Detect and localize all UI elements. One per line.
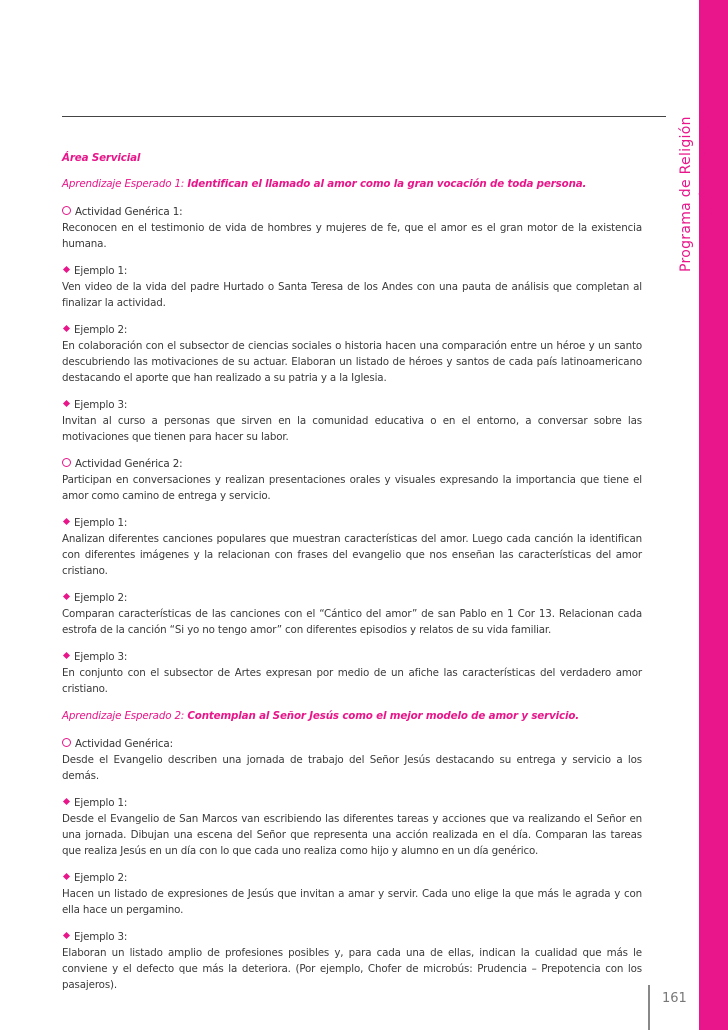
actividad-3-ejemplo-2 xyxy=(62,870,642,918)
page-number: 161 xyxy=(662,991,687,1006)
actividad-1-ejemplo-1 xyxy=(62,263,642,311)
actividad-3-ejemplo-1 xyxy=(62,795,642,859)
top-rule xyxy=(62,116,666,117)
actividad-3 xyxy=(62,736,642,784)
ejemplo-label: Ejemplo 1: xyxy=(74,517,128,529)
diamond-bullet-icon xyxy=(63,400,70,407)
actividad-3-ejemplo-3 xyxy=(62,929,642,993)
ejemplo-text: Elaboran un listado amplio de profesiones posibles y, para cada una de ellas, indican la cualidad que más le conviene y el defecto que más la deteriora. (Por ejemplo, Chofer de microbús: Prudencia – Prepotencia con los pasajeros). xyxy=(62,947,642,991)
actividad-1 xyxy=(62,204,642,252)
diamond-bullet-icon xyxy=(63,932,70,939)
area-title: Área Servicial xyxy=(62,152,141,164)
aprendizaje-esperado-2 xyxy=(62,708,642,724)
actividad-1-title: Actividad Genérica 1: xyxy=(75,206,183,218)
ejemplo-label: Ejemplo 3: xyxy=(74,651,128,663)
ejemplo-text: En conjunto con el subsector de Artes expresan por medio de un afiche las características del verdadero amor cristiano. xyxy=(62,667,642,695)
aprendizaje-1-lead: Aprendizaje Esperado 1: xyxy=(62,178,185,190)
actividad-2 xyxy=(62,456,642,504)
actividad-1-ejemplo-3 xyxy=(62,397,642,445)
actividad-2-title: Actividad Genérica 2: xyxy=(75,458,183,470)
diamond-bullet-icon xyxy=(63,652,70,659)
diamond-bullet-icon xyxy=(63,873,70,880)
aprendizaje-1-text: Identifican el llamado al amor como la gran vocación de toda persona. xyxy=(187,178,587,190)
circle-bullet-icon xyxy=(62,206,71,215)
ejemplo-text: En colaboración con el subsector de ciencias sociales o historia hacen una comparación entre un héroe y un santo descubriendo las motivaciones de su actuar. Elaboran un listado de héroes y santos de cada país latinoamericano destacando el aporte que han realizado a su patria y a la Iglesia. xyxy=(62,340,642,384)
diamond-bullet-icon xyxy=(63,266,70,273)
page-content xyxy=(62,150,642,1004)
diamond-bullet-icon xyxy=(63,518,70,525)
actividad-2-ejemplo-2 xyxy=(62,590,642,638)
diamond-bullet-icon xyxy=(63,593,70,600)
ejemplo-label: Ejemplo 1: xyxy=(74,797,128,809)
aprendizaje-2-text: Contemplan al Señor Jesús como el mejor modelo de amor y servicio. xyxy=(187,710,580,722)
ejemplo-label: Ejemplo 3: xyxy=(74,931,128,943)
diamond-bullet-icon xyxy=(63,325,70,332)
diamond-bullet-icon xyxy=(63,798,70,805)
page-number-box xyxy=(648,985,700,1030)
actividad-1-text: Reconocen en el testimonio de vida de hombres y mujeres de fe, que el amor es el gran motor de la existencia humana. xyxy=(62,222,642,250)
ejemplo-text: Comparan características de las canciones con el “Cántico del amor” de san Pablo en 1 Cor 13. Relacionan cada estrofa de la canción “Si yo no tengo amor” con diferentes episodios y relatos de su vida familiar. xyxy=(62,608,642,636)
aprendizaje-esperado-1 xyxy=(62,176,642,192)
actividad-1-ejemplo-2 xyxy=(62,322,642,386)
actividad-3-text: Desde el Evangelio describen una jornada de trabajo del Señor Jesús destacando su entrega y servicio a los demás. xyxy=(62,754,642,782)
actividad-2-ejemplo-3 xyxy=(62,649,642,697)
actividad-3-title: Actividad Genérica: xyxy=(75,738,173,750)
ejemplo-label: Ejemplo 1: xyxy=(74,265,128,277)
ejemplo-text: Invitan al curso a personas que sirven en la comunidad educativa o en el entorno, a conversar sobre las motivaciones que tienen para hacer su labor. xyxy=(62,415,642,443)
ejemplo-text: Desde el Evangelio de San Marcos van escribiendo las diferentes tareas y acciones que va realizando el Señor en una jornada. Dibujan una escena del Señor que representa una acción realizada en el día. Comparan las tareas que realiza Jesús en un día con lo que cada uno realiza como hijo y alumno en un día genérico. xyxy=(62,813,642,857)
actividad-2-ejemplo-1 xyxy=(62,515,642,579)
ejemplo-label: Ejemplo 2: xyxy=(74,324,128,336)
ejemplo-label: Ejemplo 2: xyxy=(74,872,128,884)
vertical-header xyxy=(676,112,718,272)
ejemplo-text: Hacen un listado de expresiones de Jesús que invitan a amar y servir. Cada uno elige la que más le agrada y con ella hace un pergamino. xyxy=(62,888,642,916)
ejemplo-label: Ejemplo 2: xyxy=(74,592,128,604)
circle-bullet-icon xyxy=(62,458,71,467)
ejemplo-text: Ven video de la vida del padre Hurtado o Santa Teresa de los Andes con una pauta de análisis que completan al finalizar la actividad. xyxy=(62,281,642,309)
ejemplo-text: Analizan diferentes canciones populares que muestran características del amor. Luego cada canción la identifican con diferentes imágenes y la relacionan con frases del evangelio que nos enseñan las características del amor cristiano. xyxy=(62,533,642,577)
aprendizaje-2-lead: Aprendizaje Esperado 2: xyxy=(62,710,185,722)
program-title: Programa de Religión xyxy=(678,116,694,272)
circle-bullet-icon xyxy=(62,738,71,747)
ejemplo-label: Ejemplo 3: xyxy=(74,399,128,411)
level-title: Educación Media xyxy=(698,117,718,272)
actividad-2-text: Participan en conversaciones y realizan presentaciones orales y visuales expresando la importancia que tiene el amor como camino de entrega y servicio. xyxy=(62,474,642,502)
